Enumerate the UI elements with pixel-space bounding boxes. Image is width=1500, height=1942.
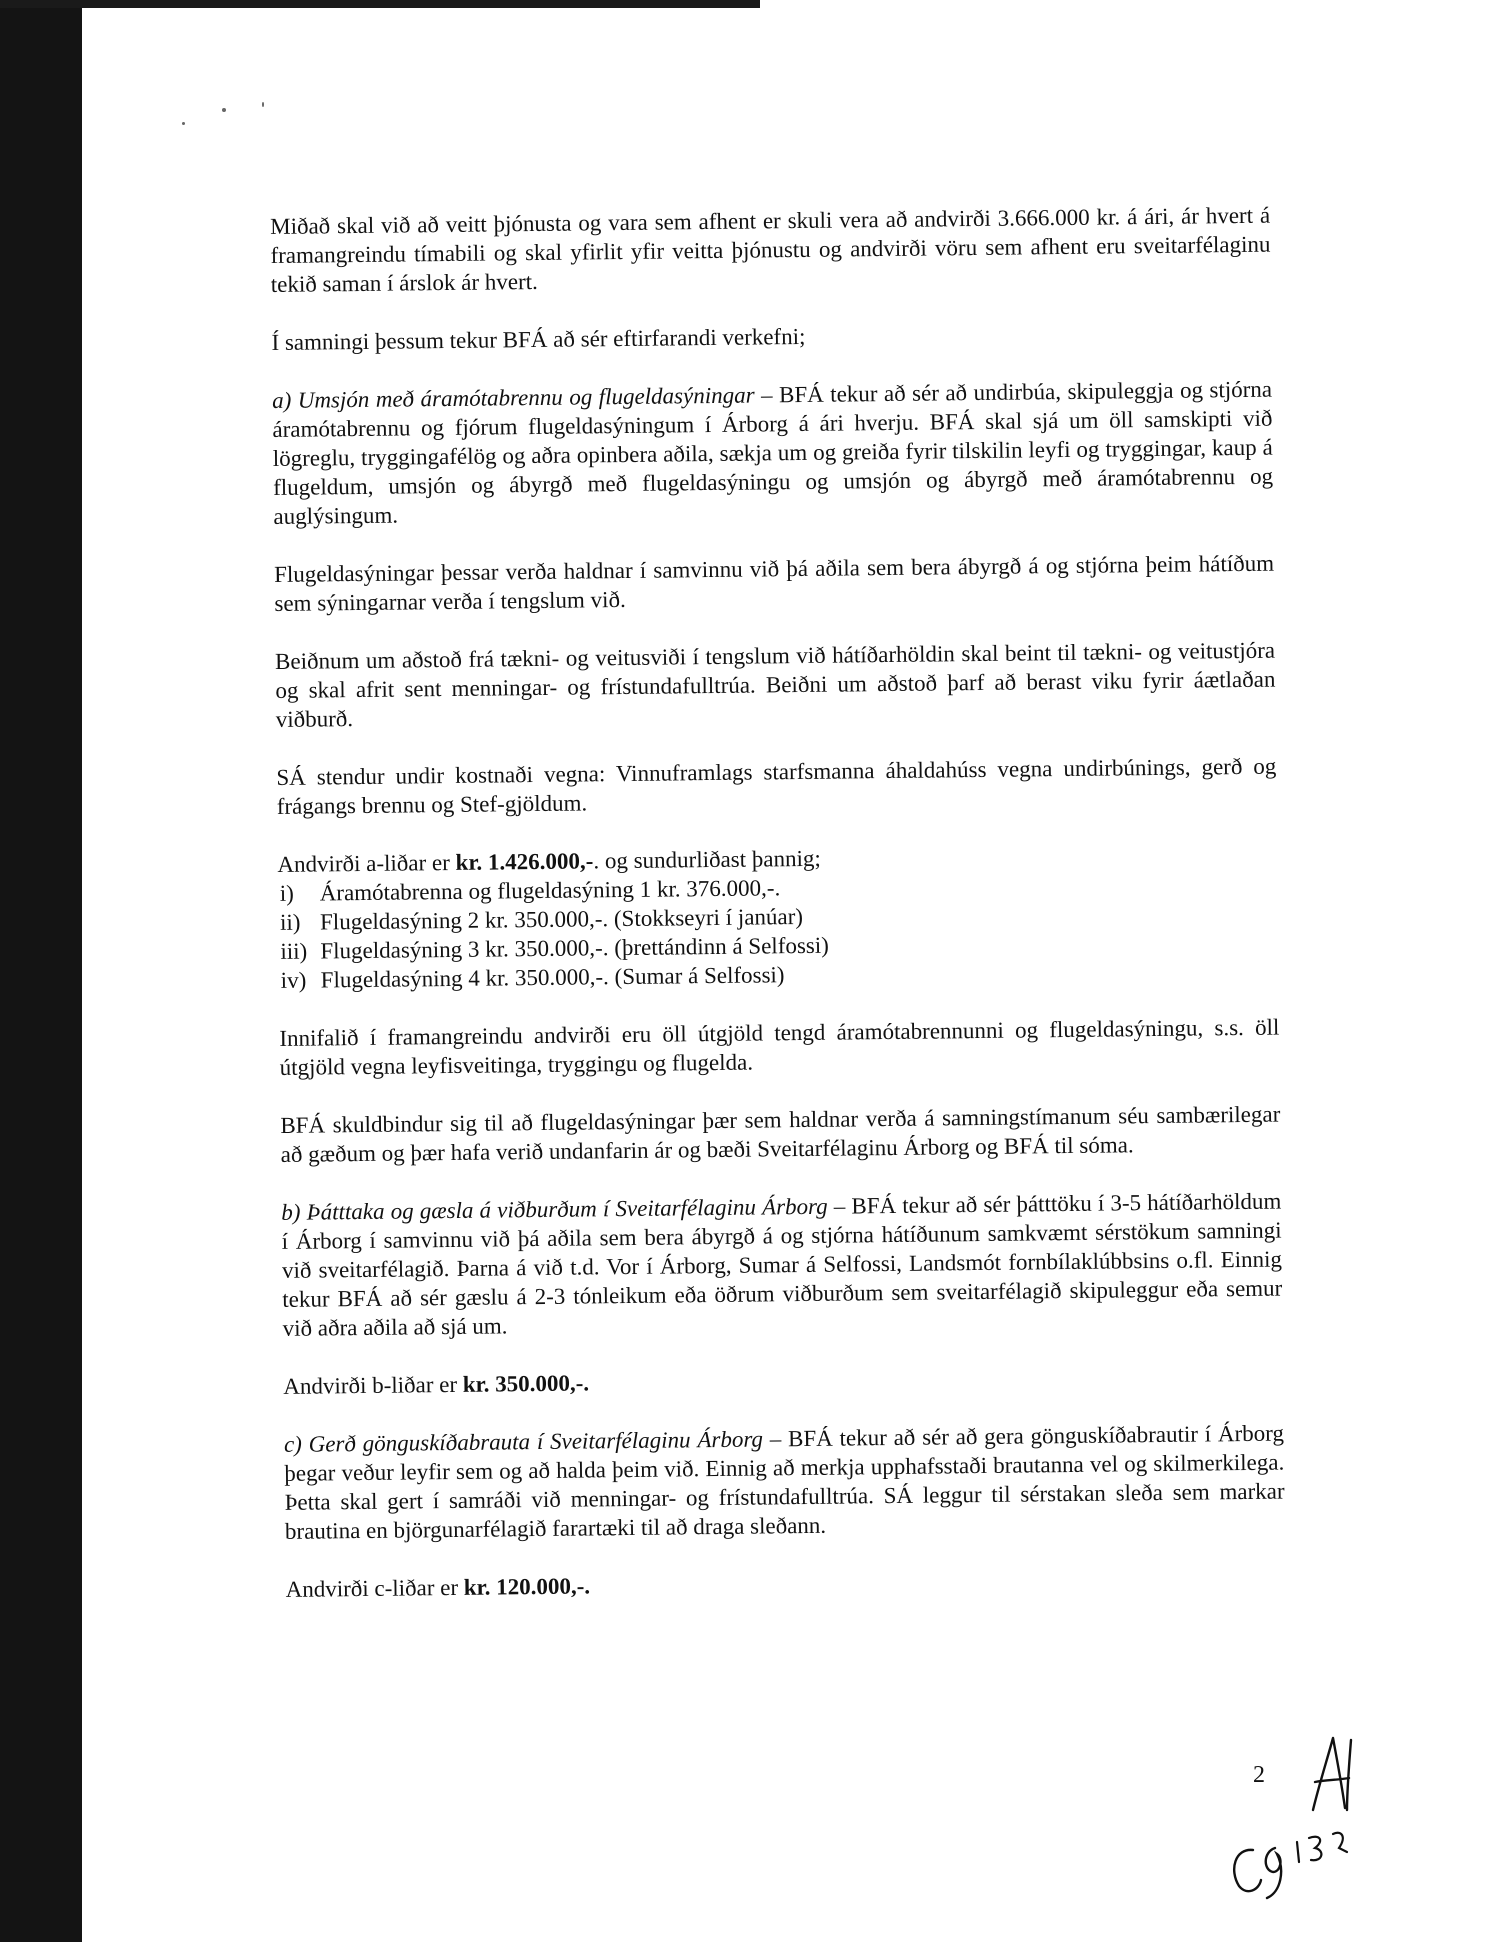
paragraph-tasks-intro: Í samningi þessum tekur BFÁ að sér eftirfarandi verkefni;	[271, 323, 806, 355]
section-a-value-suffix: . og sundurliðast þannig;	[593, 845, 821, 874]
paragraph-intro: Miðað skal við að veitt þjónusta og vara sem afhent er skuli vera að andvirði 3.666.000 kr. á ári, ár hvert á framangreindu tímabili og skal yfirlit yfir veitta þjónustu og andvirði vöru sem afhent eru sveitarfélaginu tekið saman í árslok ár hvert.	[270, 202, 1271, 297]
section-a-heading: a) Umsjón með áramótabrennu og flugeldasýningar	[271, 382, 755, 413]
section-b-value-prefix: Andvirði b-liðar er	[283, 1371, 463, 1399]
cost-breakdown-list	[278, 868, 1279, 995]
section-c-heading: c) Gerð gönguskíðabrauta í Sveitarfélaginu Árborg	[283, 1426, 764, 1457]
scan-speck	[262, 102, 264, 107]
paragraph-sa-costs: SÁ stendur undir kostnaði vegna: Vinnuframlags starfsmanna áhaldahúss vegna undirbúnings, gerð og frágangs brennu og Stef-gjöldum.	[276, 753, 1277, 819]
paragraph-fireworks-cooperation: Flugeldasýningar þessar verða haldnar í samvinnu við þá aðila sem bera ábyrgð á og stjórna þeim hátíðum sem sýningarnar verða í tengslum við.	[273, 550, 1275, 616]
list-item-marker: iv)	[280, 967, 307, 993]
section-c-value	[285, 1564, 1285, 1604]
scan-top-edge	[0, 0, 760, 8]
list-item-marker: i)	[279, 880, 294, 906]
section-b-value	[283, 1361, 1283, 1401]
section-b	[281, 1187, 1283, 1343]
section-a	[272, 375, 1274, 531]
section-b-heading: b) Þátttaka og gæsla á viðburðum í Sveitarfélaginu Árborg	[281, 1193, 828, 1225]
scan-dark-edge	[0, 0, 82, 1942]
document-body	[270, 201, 1286, 1604]
list-item-text: Flugeldasýning 2 kr. 350.000,-. (Stokkseyri í janúar)	[319, 903, 804, 935]
scan-speck	[222, 108, 226, 112]
section-a-value-amount: kr. 1.426.000,-	[455, 848, 594, 875]
section-c-value-amount: kr. 120.000,-.	[463, 1573, 591, 1600]
list-item-text: Flugeldasýning 4 kr. 350.000,-. (Sumar á Selfossi)	[320, 962, 785, 993]
list-item-text: Áramótabrenna og flugeldasýning 1 kr. 376.000,-.	[319, 875, 781, 906]
paragraph-included-costs: Innifalið í framangreindu andvirði eru öll útgjöld tengd áramótabrennunni og flugeldasýningu, s.s. öll útgjöld vegna leyfisveitinga, tryggingu og flugelda.	[279, 1014, 1280, 1080]
paragraph-assistance-requests: Beiðnum um aðstoð frá tækni- og veitusviði í tengslum við hátíðarhöldin skal beint til tækni- og veitustjóra og skal afrit sent menningar- og frístundafulltrúa. Beiðni um aðstoð þarf að berast viku fyrir áætlaðan viðburð.	[274, 637, 1276, 732]
section-b-value-amount: kr. 350.000,-.	[462, 1370, 590, 1397]
paragraph-quality-commitment: BFÁ skuldbindur sig til að flugeldasýningar þær sem haldnar verða á samningstímanum séu sambærilegar að gæðum og þær hafa verið undanfarin ár og bæði Sveitarfélaginu Árborg og BFÁ til sóma.	[280, 1101, 1281, 1167]
list-item-text: Flugeldasýning 3 kr. 350.000,-. (þrettándinn á Selfossi)	[320, 932, 829, 964]
section-a-value-prefix: Andvirði a-liðar er	[277, 849, 456, 877]
list-item-marker: iii)	[280, 938, 308, 964]
section-a-body: – BFÁ tekur að sér að undirbúa, skipuleggja og stjórna áramótabrennu og fjórum flugeldasýningum í Árborg á ári hverju. BFÁ skal sjá um öll samskipti við lögreglu, tryggingafélög og aðra opinbera aðila, sækja um og greiða fyrir tilskilin leyfi og tryggingar, kaup á flugeldum, umsjón og ábyrgð með flugeldasýningu og umsjón og ábyrgð með áramótabrennu og auglýsingum.	[272, 376, 1274, 529]
section-c-value-prefix: Andvirði c-liðar er	[285, 1574, 464, 1602]
section-c	[284, 1419, 1285, 1546]
list-item-marker: ii)	[279, 909, 301, 935]
section-c-body: – BFÁ tekur að sér að gera gönguskíðabrautir í Árborg þegar veður leyfir sem og að halda þeim við. Einnig að merkja upphafsstaði brautanna vel og skilmerkilega. Þetta skal gert í samráði við menningar- og frístundafulltrúa. SÁ leggur til sérstakan sleða sem markar brautina en björgunarfélagið farartæki til að draga sleðann.	[284, 1420, 1285, 1544]
section-b-body: – BFÁ tekur að sér þátttöku í 3-5 hátíðarhöldum í Árborg í samvinnu við þá aðila sem bera ábyrgð á og stjórna hátíðunum samkvæmt sérstökum samningi við sveitarfélagið. Þarna á við t.d. Vor í Árborg, Sumar á Selfossi, Landsmót fornbílaklúbbsins o.fl. Einnig tekur BFÁ að sér gæslu á 2-3 tónleikum eða öðrum viðburðum sem sveitarfélagið skipuleggur eða semur við aðra aðila að sjá um.	[281, 1188, 1283, 1341]
scan-speck	[182, 122, 185, 125]
page-number: 2	[1253, 1762, 1265, 1788]
handwritten-initials	[1215, 1730, 1365, 1900]
